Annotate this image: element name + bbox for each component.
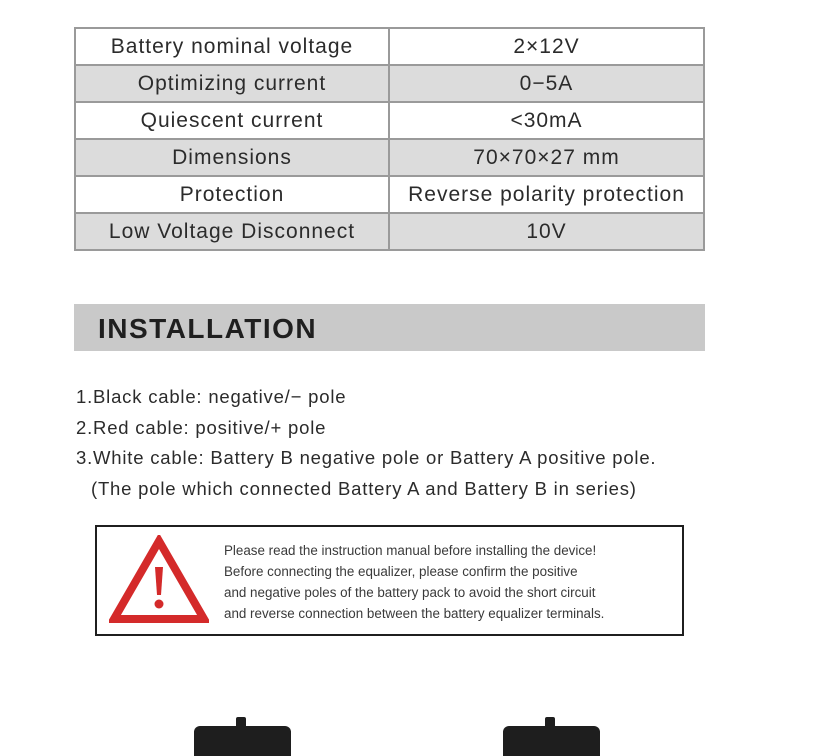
spec-value: Reverse polarity protection — [389, 176, 704, 213]
warning-line: Please read the instruction manual before installing the device! — [224, 543, 597, 558]
step-item: 1.Black cable: negative/− pole — [76, 386, 347, 407]
spec-label: Low Voltage Disconnect — [75, 213, 389, 250]
spec-row — [75, 65, 704, 102]
spec-label: Dimensions — [75, 139, 389, 176]
spec-value: 0−5A — [389, 65, 704, 102]
spec-row — [75, 28, 704, 65]
spec-label: Protection — [75, 176, 389, 213]
spec-row — [75, 213, 704, 250]
step-item: 2.Red cable: positive/+ pole — [76, 416, 327, 438]
spec-value: 2×12V — [389, 28, 704, 65]
warning-triangle-icon — [109, 535, 209, 625]
spec-row — [75, 176, 704, 213]
installation-steps — [76, 382, 656, 504]
spec-value: 70×70×27 mm — [389, 139, 704, 176]
warning-line: and negative poles of the battery pack to avoid the short circuit — [224, 585, 596, 600]
spec-table — [74, 27, 705, 251]
step-note: (The pole which connected Battery A and Battery B in series) — [91, 477, 637, 499]
section-title: INSTALLATION — [98, 313, 318, 344]
warning-box — [95, 525, 684, 636]
spec-value: 10V — [389, 213, 704, 250]
spec-label: Quiescent current — [75, 102, 389, 139]
device-image-left — [194, 726, 291, 756]
spec-row — [75, 139, 704, 176]
warning-text — [224, 540, 604, 624]
spec-label: Battery nominal voltage — [75, 28, 389, 65]
step-item: 3.White cable: Battery B negative pole or Battery A positive pole. — [76, 447, 657, 469]
section-banner — [74, 304, 705, 351]
spec-row — [75, 102, 704, 139]
warning-line: and reverse connection between the battery equalizer terminals. — [224, 606, 605, 621]
device-image-right — [503, 726, 600, 756]
spec-value: <30mA — [389, 102, 704, 139]
warning-line: Before connecting the equalizer, please confirm the positive — [224, 564, 578, 579]
spec-label: Optimizing current — [75, 65, 389, 102]
